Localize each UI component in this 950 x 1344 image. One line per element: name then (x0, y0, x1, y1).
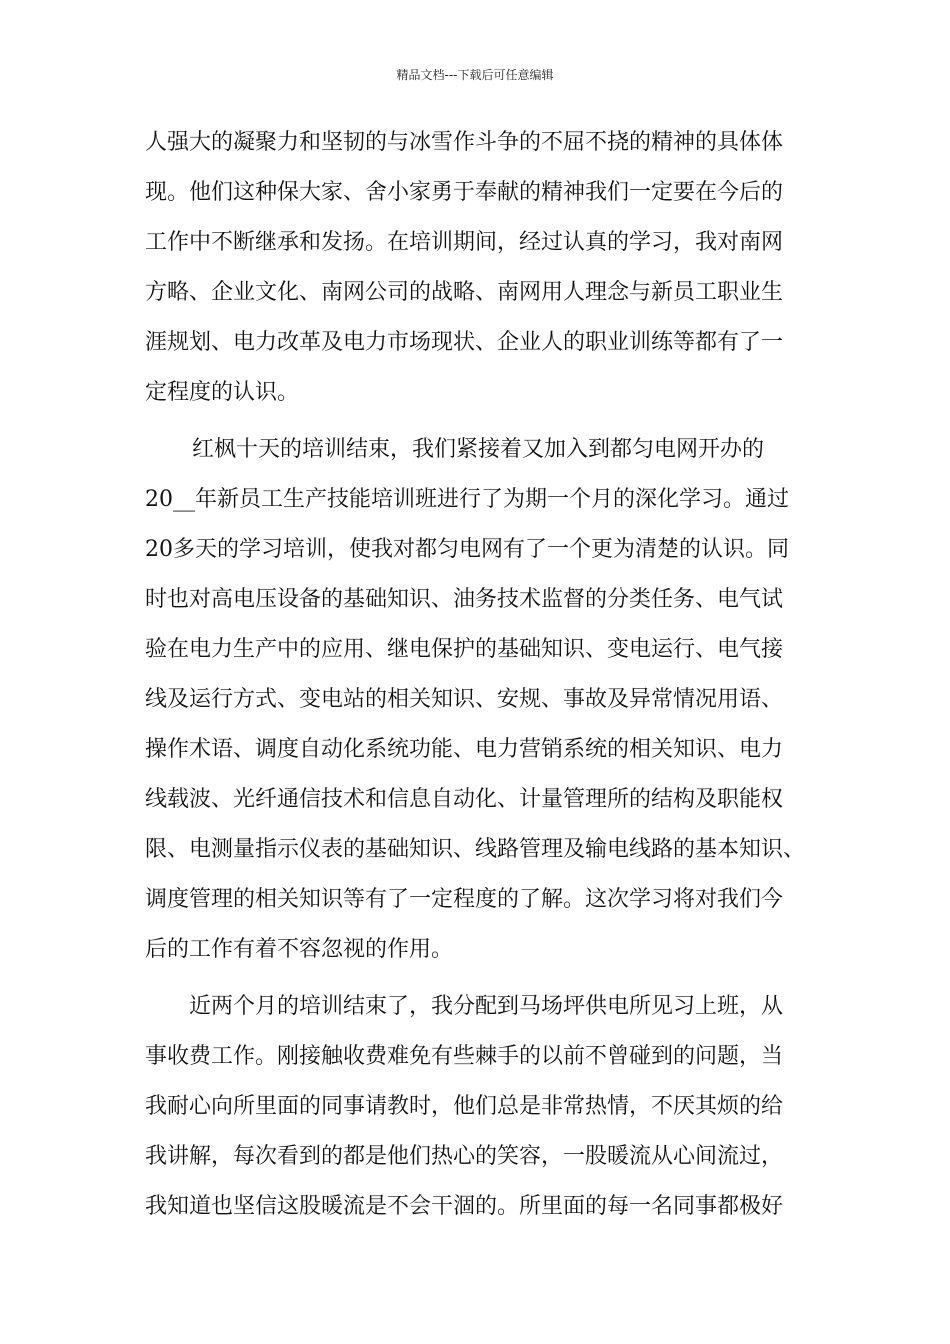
text-line: 涯规划、电力改革及电力市场现状、企业人的职业训练等都有了一 (145, 330, 784, 355)
text-line: 我耐心向所里面的同事请教时，他们总是非常热情，不厌其烦的给 (145, 1094, 784, 1119)
paragraph-start-line: 近两个月的培训结束了，我分配到马场坪供电所见习上班，从 (189, 994, 784, 1019)
text-line: 定程度的认识。 (145, 380, 300, 405)
text-line: 工作中不断继承和发扬。在培训期间，经过认真的学习，我对南网 (145, 230, 784, 255)
text-line: 我讲解，每次看到的都是他们热心的笑容，一股暖流从心间流过， (145, 1144, 784, 1169)
paragraph-start-line: 红枫十天的培训结束，我们紧接着又加入到都匀电网开办的 (192, 437, 765, 462)
text-line: 操作术语、调度自动化系统功能、电力营销系统的相关知识、电力 (145, 737, 784, 762)
text-line: 调度管理的相关知识等有了一定程度的了解。这次学习将对我们今 (145, 887, 784, 912)
text-line: 20__年新员工生产技能培训班进行了为期一个月的深化学习。通过 (145, 487, 789, 512)
text-line: 线及运行方式、变电站的相关知识、安规、事故及异常情况用语、 (145, 687, 784, 712)
text-line: 人强大的凝聚力和坚韧的与冰雪作斗争的不屈不挠的精神的具体体 (145, 130, 784, 155)
text-line: 后的工作有着不容忽视的作用。 (145, 937, 454, 962)
page-header: 精品文档---下载后可任意编辑 (396, 68, 554, 82)
text-line: 线载波、光纤通信技术和信息自动化、计量管理所的结构及职能权 (145, 787, 784, 812)
text-line: 我知道也坚信这股暖流是不会干涸的。所里面的每一名同事都极好 (145, 1194, 784, 1219)
text-line: 限、电测量指示仪表的基础知识、线路管理及输电线路的基本知识、 (145, 837, 806, 862)
text-line: 方略、企业文化、南网公司的战略、南网用人理念与新员工职业生 (145, 280, 784, 305)
text-line: 事收费工作。刚接触收费难免有些棘手的以前不曾碰到的问题，当 (145, 1044, 784, 1069)
text-line: 时也对高电压设备的基础知识、油务技术监督的分类任务、电气试 (145, 587, 784, 612)
text-line: 现。他们这种保大家、舍小家勇于奉献的精神我们一定要在今后的 (145, 180, 784, 205)
text-line: 验在电力生产中的应用、继电保护的基础知识、变电运行、电气接 (145, 637, 784, 662)
text-line: 20多天的学习培训，使我对都匀电网有了一个更为清楚的认识。同 (145, 537, 789, 562)
